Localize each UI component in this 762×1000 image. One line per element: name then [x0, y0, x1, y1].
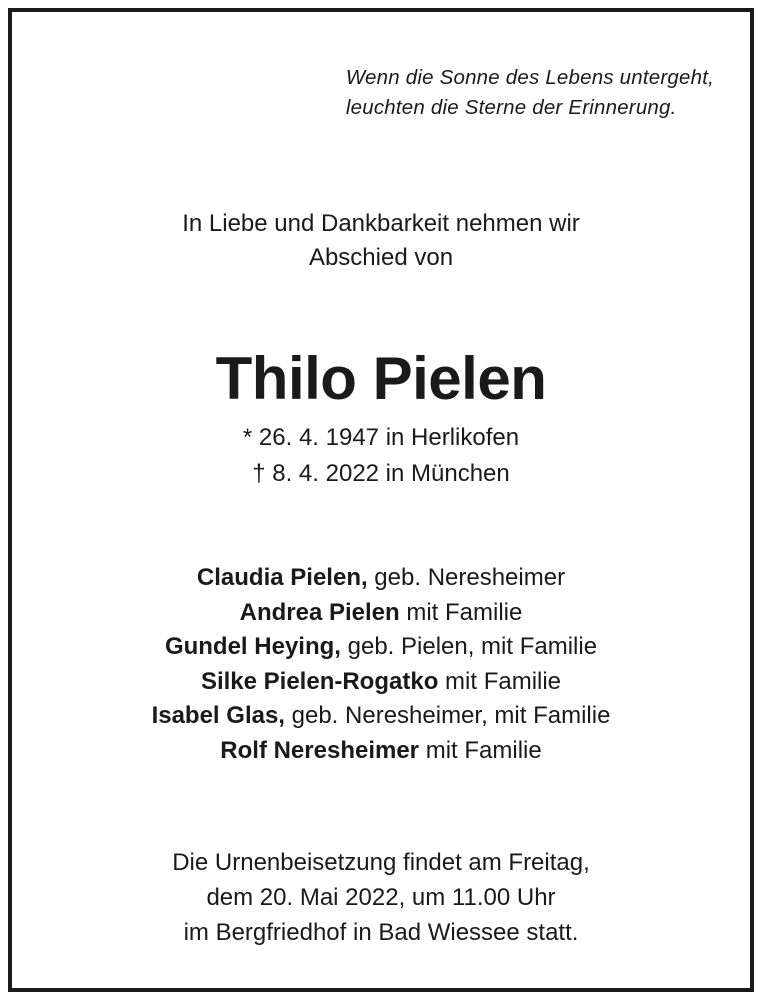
mourner-name: Silke Pielen-Rogatko [200, 667, 439, 695]
mourner-name: Rolf Neresheimer [220, 736, 420, 764]
mourner [12, 596, 750, 631]
intro-text [12, 207, 750, 275]
funeral-announcement [12, 845, 750, 950]
quote-line: Wenn die Sonne des Lebens untergeht, [345, 66, 714, 89]
mourner-name: Isabel Glas, [151, 702, 285, 729]
mourners-list [12, 561, 750, 768]
mourner-detail: geb. Neresheimer [367, 564, 566, 591]
mourner-name: Andrea Pielen [239, 598, 400, 626]
birth-date: * 26. 4. 1947 in Herlikofen [242, 424, 520, 451]
mourner-detail: mit Familie [438, 667, 562, 695]
intro-line: In Liebe und Dankbarkeit nehmen wir [182, 210, 580, 237]
intro-line: Abschied von [308, 244, 454, 271]
life-dates [12, 420, 750, 492]
mourner-detail: geb. Pielen, mit Familie [340, 633, 598, 660]
mourner-name: Claudia Pielen, [196, 564, 368, 591]
mourner [12, 734, 750, 769]
mourner-name: Gundel Heying, [164, 633, 341, 660]
funeral-line: dem 20. Mai 2022, um 11.00 Uhr [206, 884, 556, 911]
mourner [12, 630, 750, 665]
mourner-detail: mit Familie [399, 598, 523, 626]
mourner-detail: geb. Neresheimer, mit Familie [284, 702, 611, 729]
obituary-notice [8, 8, 754, 992]
memorial-quote [346, 63, 714, 123]
funeral-line: im Bergfriedhof in Bad Wiessee statt. [183, 919, 579, 946]
quote-line: leuchten die Sterne der Erinnerung. [345, 96, 677, 119]
deceased-name: Thilo Pielen [215, 345, 547, 412]
mourner [12, 561, 750, 596]
mourner-detail: mit Familie [419, 736, 542, 764]
mourner [12, 699, 750, 734]
funeral-line: Die Urnenbeisetzung findet am Freitag, [172, 849, 590, 876]
mourner [12, 665, 750, 700]
death-date: † 8. 4. 2022 in München [252, 460, 510, 487]
